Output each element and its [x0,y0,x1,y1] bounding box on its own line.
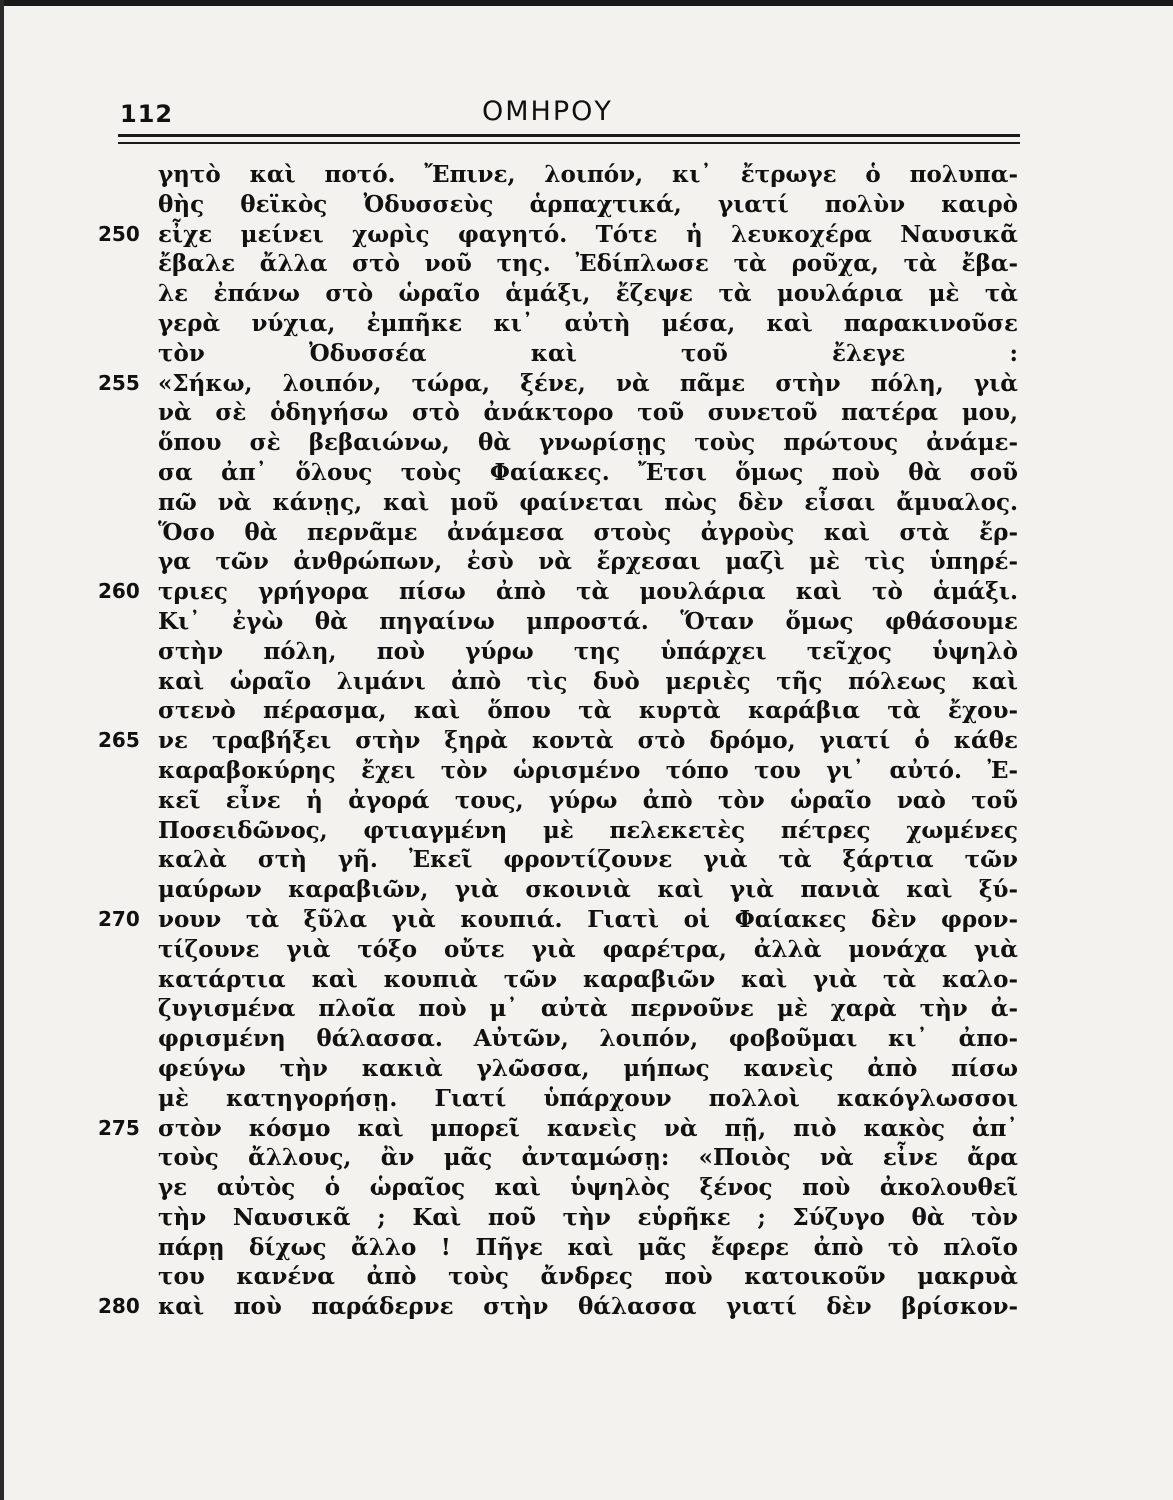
text-line [98,965,1028,995]
text-line [98,1173,1028,1203]
line-text: στὴν πόλη, ποὺ γύρω της ὑπάρχει τεῖχος ὑψηλὸ [158,637,1018,665]
line-text: καραβοκύρης ἔχει τὸν ὡρισμένο τόπο του γι᾿ αὐτό. Ἐ- [158,756,1018,784]
line-text: ὅπου σὲ βεβαιώνω, θὰ γνωρίσῃς τοὺς πρώτους ἀνάμε- [158,429,1018,457]
line-text: νε τραβήξει στὴν ξηρὰ κοντὰ στὸ δρόμο, γιατί ὁ κάθε [158,727,1018,755]
line-text: ἔβαλε ἄλλα στὸ νοῦ της. Ἐδίπλωσε τὰ ροῦχα, τὰ ἔβα- [158,250,1018,278]
line-number: 275 [98,1115,140,1140]
line-text: τριες γρήγορα πίσω ἀπὸ τὰ μουλάρια καὶ τὸ ἁμάξι. [158,578,1018,606]
text-line [98,249,1028,279]
text-line [98,309,1028,339]
text-line [98,696,1028,726]
text-line [98,875,1028,905]
text-line [98,637,1028,667]
text-line [98,1054,1028,1084]
text-line [98,279,1028,309]
text-line [98,398,1028,428]
line-text: κατάρτια καὶ κουπιὰ τῶν καραβιῶν καὶ γιὰ τὰ καλο- [158,965,1018,993]
text-line [98,1024,1028,1054]
line-text: γε αὐτὸς ὁ ὡραῖος καὶ ὑψηλὸς ξένος ποὺ ἀκολουθεῖ [158,1174,1018,1202]
line-text: μαύρων καραβιῶν, γιὰ σκοινιὰ καὶ γιὰ πανιὰ καὶ ξύ- [158,876,1018,904]
line-text: καὶ ποὺ παράδερνε στὴν θάλασσα γιατί δὲν βρίσκον- [158,1293,1018,1321]
line-text: φρισμένη θάλασσα. Αὐτῶν, λοιπόν, φοβοῦμαι κι᾿ ἀπο- [158,1025,1018,1053]
text-line [98,547,1028,577]
line-text: Ποσειδῶνος, φτιαγμένη μὲ πελεκετὲς πέτρες χωμένες [158,816,1018,844]
line-text: τίζουνε γιὰ τόξο οὔτε γιὰ φαρέτρα, ἀλλὰ μονάχα γιὰ [158,935,1018,963]
text-line [98,1292,1028,1322]
text-line [98,428,1028,458]
line-text: σα ἀπ᾿ ὅλους τοὺς Φαίακες. Ἔτσι ὅμως ποὺ θὰ σοῦ [158,458,1018,486]
text-line [98,190,1028,220]
text-line [98,1143,1028,1173]
line-text: γητὸ καὶ ποτό. Ἔπινε, λοιπόν, κι᾿ ἔτρωγε ὁ πολυπα- [158,161,1018,188]
text-line [98,667,1028,697]
line-text: νουν τὰ ξῦλα γιὰ κουπιά. Γιατὶ οἱ Φαίακες δὲν φρον- [158,905,1018,933]
line-text: του κανένα ἀπὸ τοὺς ἄνδρες ποὺ κατοικοῦν μακρυὰ [158,1263,1018,1291]
body-text [98,160,1028,1322]
line-text: γερὰ νύχια, ἐμπῆκε κι᾿ αὐτὴ μέσα, καὶ παρακινοῦσε [158,309,1018,337]
line-text: τοὺς ἄλλους, ἂν μᾶς ἀνταμώσῃ: «Ποιὸς νὰ εἶνε ἄρα [158,1144,1018,1172]
text-line [98,577,1028,607]
text-line [98,1233,1028,1263]
line-text: λε ἐπάνω στὸ ὡραῖο ἁμάξι, ἔζεψε τὰ μουλάρια μὲ τὰ [158,280,1018,308]
line-text: εἶχε μείνει χωρὶς φαγητό. Τότε ἡ λευκοχέρα Ναυσικᾶ [158,220,1018,248]
text-line [98,1084,1028,1114]
page-number: 112 [120,100,174,128]
line-number: 260 [98,579,140,604]
line-text: πῶ νὰ κάνῃς, καὶ μοῦ φαίνεται πὼς δὲν εἶσαι ἄμυαλος. [158,488,1018,516]
page-header [120,96,1020,136]
line-number: 265 [98,728,140,753]
line-number: 280 [98,1294,140,1319]
line-number: 250 [98,221,140,246]
line-text: στενὸ πέρασμα, καὶ ὅπου τὰ κυρτὰ καράβια τὰ ἔχου- [158,697,1018,725]
line-text: «Σήκω, λοιπόν, τώρα, ξένε, νὰ πᾶμε στὴν πόλη, γιὰ [158,369,1018,397]
line-text: καλὰ στὴ γῆ. Ἐκεῖ φροντίζουνε γιὰ τὰ ξάρτια τῶν [158,846,1018,874]
line-text: μὲ κατηγορήσῃ. Γιατί ὑπάρχουν πολλοὶ κακόγλωσσοι [158,1084,1018,1112]
text-line [98,756,1028,786]
text-line [98,726,1028,756]
header-rule-thick [118,134,1020,137]
text-line [98,786,1028,816]
text-line [98,458,1028,488]
text-line [98,994,1028,1024]
running-title: ΟΜΗΡΟΥ [482,96,613,127]
text-line [98,488,1028,518]
header-rule-thin [118,142,1020,144]
text-line [98,905,1028,935]
text-line [98,1262,1028,1292]
line-text: γα τῶν ἀνθρώπων, ἐσὺ νὰ ἔρχεσαι μαζὶ μὲ τὶς ὑπηρέ- [158,548,1018,576]
line-number: 255 [98,370,140,395]
line-text: τὴν Ναυσικᾶ ; Καὶ ποῦ τὴν εὑρῆκε ; Σύζυγο θὰ τὸν [158,1203,1018,1231]
line-text: τὸν Ὀδυσσέα καὶ τοῦ ἔλεγε : [158,339,1018,367]
line-text: στὸν κόσμο καὶ μπορεῖ κανεὶς νὰ πῇ, πιὸ κακὸς ἀπ᾿ [158,1114,1018,1142]
line-text: θὴς θεϊκὸς Ὀδυσσεὺς ἁρπαχτικά, γιατί πολὺν καιρὸ [158,190,1018,218]
line-text: πάρῃ δίχως ἄλλο ! Πῆγε καὶ μᾶς ἔφερε ἀπὸ τὸ πλοῖο [158,1233,1018,1261]
line-text: καὶ ὡραῖο λιμάνι ἀπὸ τὶς δυὸ μεριὲς τῆς πόλεως καὶ [158,667,1018,695]
text-line [98,160,1028,190]
text-line [98,1203,1028,1233]
page-left-edge [0,0,4,1500]
text-line [98,518,1028,548]
text-line [98,816,1028,846]
page-top-edge [0,0,1173,6]
text-line [98,369,1028,399]
text-line [98,935,1028,965]
line-text: νὰ σὲ ὁδηγήσω στὸ ἀνάκτορο τοῦ συνετοῦ πατέρα μου, [158,399,1018,427]
line-text: ζυγισμένα πλοῖα ποὺ μ᾿ αὐτὰ περνοῦνε μὲ χαρὰ τὴν ἀ- [158,995,1018,1023]
line-text: Ὅσο θὰ περνᾶμε ἀνάμεσα στοὺς ἀγροὺς καὶ στὰ ἔρ- [158,518,1018,546]
line-text: Κι᾿ ἐγὼ θὰ πηγαίνω μπροστά. Ὅταν ὅμως φθάσουμε [158,607,1018,635]
text-line [98,845,1028,875]
text-line [98,607,1028,637]
text-line [98,220,1028,250]
line-number: 270 [98,906,140,931]
text-line [98,339,1028,369]
line-text: κεῖ εἶνε ἡ ἀγορά τους, γύρω ἀπὸ τὸν ὡραῖο ναὸ τοῦ [158,786,1018,814]
line-text: φεύγω τὴν κακιὰ γλῶσσα, μήπως κανεὶς ἀπὸ πίσω [158,1054,1018,1082]
text-line [98,1114,1028,1144]
